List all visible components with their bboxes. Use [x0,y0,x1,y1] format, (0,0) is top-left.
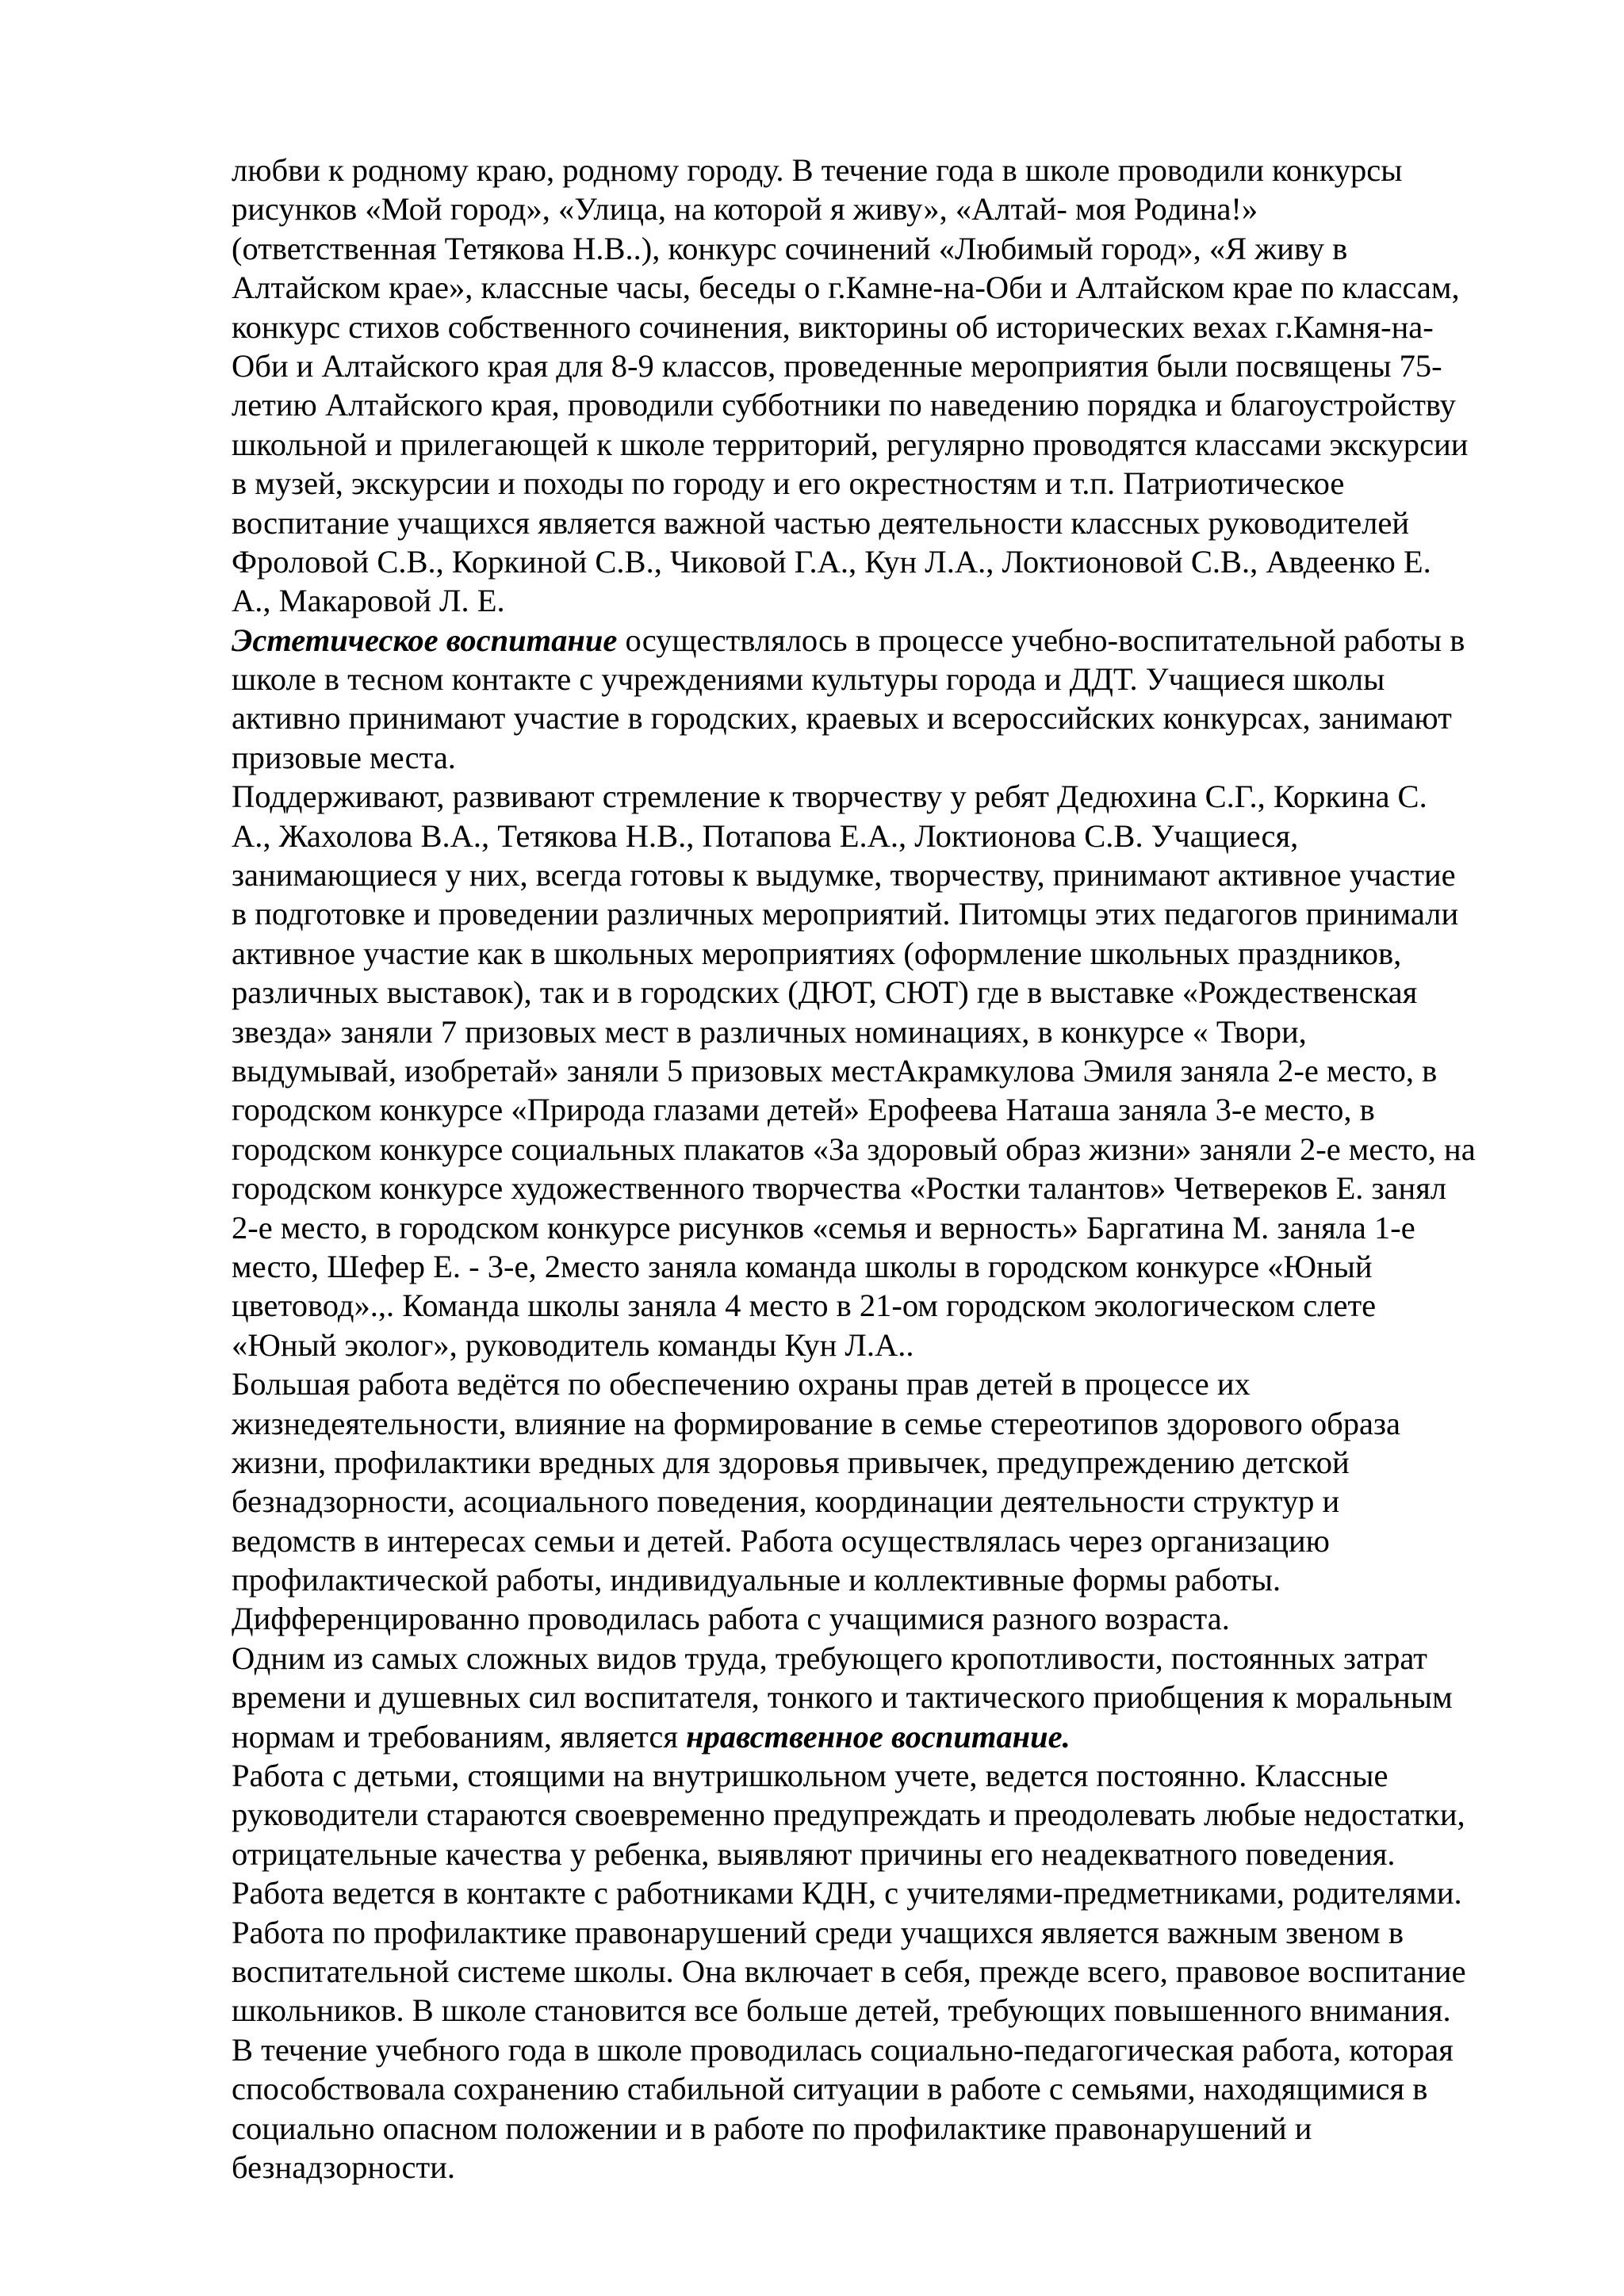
text-line: воспитательной системе школы. Она включает в себя, прежде всего, правовое воспитание [232,1953,1466,1989]
text-fragment: осуществлялось в процессе учебно-воспитательной работы в [617,622,1465,658]
text-line: ведомств в интересах семьи и детей. Работа осуществлялась через организацию [232,1522,1330,1559]
text-line: призовые места. [232,739,456,775]
text-line: способствовала сохранению стабильной ситуации в работе с семьями, находящимися в [232,2071,1428,2107]
text-line: активное участие как в школьных мероприятиях (оформление школьных праздников, [232,935,1402,971]
text-line: городском конкурсе художественного творчества «Ростки талантов» Четвереков Е. занял [232,1170,1447,1207]
text-line [232,1717,1524,1756]
text-line: воспитание учащихся является важной частью деятельности классных руководителей [232,504,1410,541]
text-line: безнадзорности. [232,2149,455,2185]
text-line: А., Макаровой Л. Е. [232,583,505,619]
text-line: школьной и прилегающей к школе территорий, регулярно проводятся классами экскурсии [232,426,1469,462]
text-line: выдумывай, изобретай» заняли 5 призовых местАкрамкулова Эмиля заняла 2-е место, в [232,1052,1438,1089]
text-line: занимающиеся у них, всегда готовы к выдумке, творчеству, принимают активное участие [232,857,1456,894]
text-line: Дифференцированно проводилась работа с учащимися разного возраста. [232,1601,1230,1637]
paragraph-moral [232,1639,1524,1756]
text-line: активно принимают участие в городских, краевых и всероссийских конкурсах, занимают [232,700,1452,737]
text-line: летию Алтайского края, проводили субботники по наведению порядка и благоустройству [232,387,1456,423]
text-line: отрицательные качества у ребенка, выявляют причины его неадекватного поведения. [232,1835,1396,1872]
document-page [232,151,1524,2187]
paragraph-aesthetic [232,621,1524,778]
text-line: 2-е место, в городском конкурсе рисунков «семья и верность» Баргатина М. заняла 1-е [232,1209,1415,1246]
text-line: Алтайском крае», классные часы, беседы о г.Камне-на-Оби и Алтайском крае по классам, [232,270,1460,306]
text-line: различных выставок), так и в городских (ДЮТ, СЮТ) где в выставке «Рождественская [232,974,1418,1011]
text-line: цветовод».,. Команда школы заняла 4 место в 21-ом городском экологическом слете [232,1288,1377,1324]
text-line: в подготовке и проведении различных мероприятий. Питомцы этих педагогов принимали [232,896,1459,932]
text-line: жизни, профилактики вредных для здоровья привычек, предупреждению детской [232,1444,1350,1480]
text-line: Фроловой С.В., Коркиной С.В., Чиковой Г.А., Кун Л.А., Локтионовой С.В., Авдеенко Е. [232,543,1431,580]
text-line: рисунков «Мой город», «Улица, на которой я живу», «Алтай- моя Родина!» [232,191,1258,228]
text-line: городском конкурсе социальных плакатов «За здоровый образ жизни» заняли 2-е место, на [232,1131,1476,1167]
text-line: звезда» заняли 7 призовых мест в различных номинациях, в конкурсе « Твори, [232,1013,1307,1050]
text-line: руководители стараются своевременно предупреждать и преодолевать любые недостатки, [232,1797,1465,1833]
text-line: профилактической работы, индивидуальные и коллективные формы работы. [232,1562,1281,1598]
text-line: Работа ведется в контакте с работниками КДН, с учителями-предметниками, родителями. [232,1875,1462,1911]
paragraph-prevention [232,1913,1524,2187]
text-line: социально опасном положении и в работе по профилактике правонарушений и [232,2110,1312,2146]
text-line: школе в тесном контакте с учреждениями культуры города и ДДТ. Учащиеся школы [232,661,1385,698]
text-line: школьников. В школе становится все больше детей, требующих повышенного внимания. [232,1992,1451,2029]
text-line [232,621,1524,660]
text-fragment: нормам и требованиям, является [232,1718,687,1755]
text-line: Оби и Алтайского края для 8-9 классов, проведенные мероприятия были посвящены 75- [232,347,1442,384]
text-line: место, Шефер Е. - 3-е, 2место заняла команда школы в городском конкурсе «Юный [232,1248,1373,1284]
text-line: (ответственная Тетякова Н.В..), конкурс сочинений «Любимый город», «Я живу в [232,230,1348,266]
emphasis-moral-education: нравственное воспитание. [686,1718,1071,1755]
emphasis-aesthetic-education: Эстетическое воспитание [232,622,618,658]
text-line: конкурс стихов собственного сочинения, викторины об исторических вехах г.Камня-на- [232,308,1434,345]
text-line: жизнедеятельности, влияние на формирование в семье стереотипов здорового образа [232,1405,1400,1441]
text-line: Работа с детьми, стоящими на внутришкольном учете, ведется постоянно. Классные [232,1758,1388,1794]
paragraph-creativity [232,777,1524,1364]
paragraph-rights [232,1364,1524,1639]
text-line: Одним из самых сложных видов труда, требующего кропотливости, постоянных затрат [232,1640,1427,1676]
text-line: «Юный эколог», руководитель команды Кун Л.А.. [232,1326,914,1363]
text-line: Поддерживают, развивают стремление к творчеству у ребят Дедюхина С.Г., Коркина С. [232,779,1427,815]
text-line: любви к родному краю, родному городу. В течение года в школе проводили конкурсы [232,152,1403,188]
paragraph-patriotic [232,151,1524,621]
text-line: Большая работа ведётся по обеспечению охраны прав детей в процессе их [232,1366,1251,1402]
text-line: В течение учебного года в школе проводилась социально-педагогическая работа, которая [232,2031,1454,2068]
text-line: Работа по профилактике правонарушений среди учащихся является важным звеном в [232,1914,1404,1950]
text-line: времени и душевных сил воспитателя, тонкого и тактического приобщения к моральным [232,1679,1453,1716]
text-line: безнадзорности, асоциального поведения, координации деятельности структур и [232,1483,1340,1520]
text-line: А., Жахолова В.А., Тетякова Н.В., Потапова Е.А., Локтионова С.В. Учащиеся, [232,817,1299,854]
text-line: городском конкурсе «Природа глазами детей» Ерофеева Наташа заняла 3-е место, в [232,1092,1375,1128]
text-line: в музей, экскурсии и походы по городу и его окрестностям и т.п. Патриотическое [232,465,1345,502]
paragraph-registered [232,1756,1524,1913]
